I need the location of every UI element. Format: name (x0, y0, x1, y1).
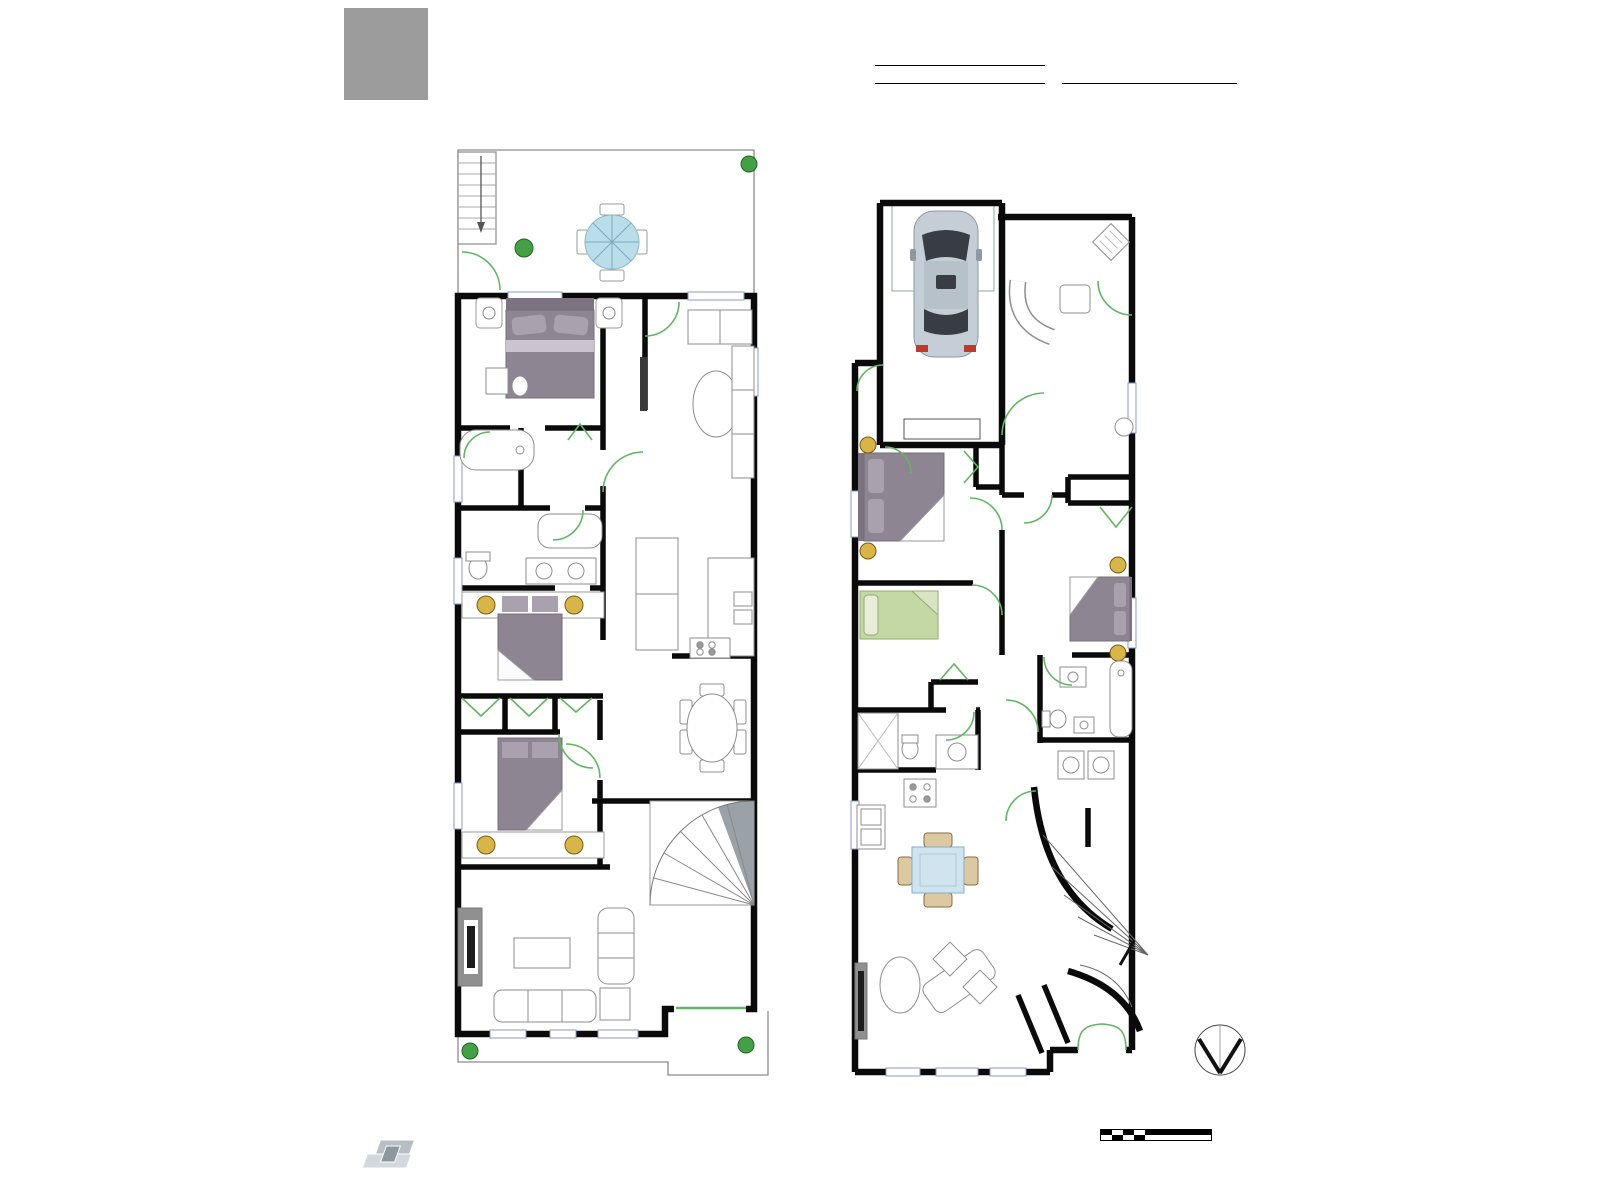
sliding-door-icon (640, 357, 647, 411)
living-room-furniture (494, 908, 634, 1022)
north-arrow-icon (1191, 1022, 1249, 1080)
bed-icon (462, 592, 604, 680)
compass (1190, 1022, 1250, 1086)
cabinets-outline (904, 419, 980, 439)
scale-bar (1100, 1114, 1230, 1141)
scale-bar-graphic (1100, 1129, 1212, 1141)
fireplace-icon (458, 908, 482, 986)
upper-level-plan (450, 140, 780, 1085)
bath-fixtures (858, 661, 1132, 779)
dining-table-icon (898, 833, 978, 907)
bath-fixtures (460, 368, 602, 584)
isometric-plan-icon (356, 1136, 426, 1176)
totals-table-right (1062, 80, 1237, 87)
divider (875, 83, 1045, 84)
bed-icon (462, 738, 604, 858)
main-plan-drawing (828, 195, 1158, 1095)
bed-green-icon (860, 591, 938, 639)
sectional-sofa-icon (1017, 224, 1129, 337)
realtor-r-icon (344, 8, 428, 100)
dining-table-icon (680, 684, 746, 772)
kitchen-fixtures (636, 538, 754, 658)
divider (875, 65, 1045, 66)
patio-table-icon (577, 204, 647, 281)
totals-table-left (875, 62, 1045, 87)
family-room-furniture (688, 310, 754, 478)
realtor-logo (336, 8, 436, 103)
bed-icon (858, 437, 944, 559)
divider (1062, 83, 1237, 84)
curved-stairs-icon (650, 801, 754, 905)
bed-icon (1070, 557, 1132, 661)
fireplace-icon (855, 963, 867, 1039)
foyer-closet-walls (1018, 985, 1068, 1053)
stairs-up-icon (458, 152, 496, 244)
kitchen-sink-icon (1115, 418, 1133, 436)
upper-plan-drawing (450, 140, 780, 1085)
living-room-furniture (880, 942, 998, 1016)
door-arc-icon (857, 281, 1132, 1050)
bc-floor-plans-logo (352, 1136, 512, 1178)
main-level-plan (828, 195, 1158, 1095)
car-icon (910, 211, 982, 357)
